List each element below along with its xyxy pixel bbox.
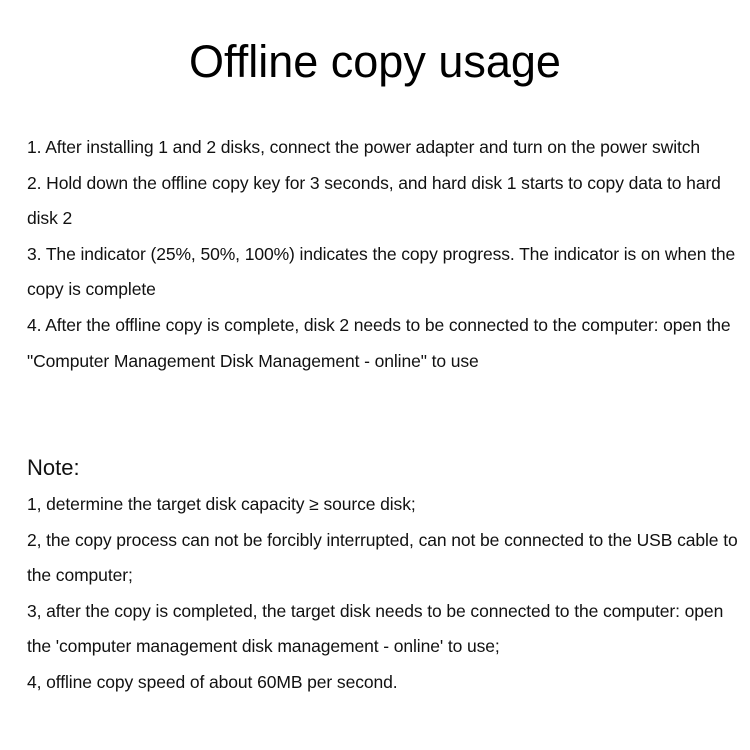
page-title: Offline copy usage	[189, 36, 561, 87]
usage-step-4: 4. After the offline copy is complete, disk 2 needs to be connected to the computer: open the "Computer Management Disk Management - online" to use	[27, 314, 731, 371]
note-item-4: 4, offline copy speed of about 60MB per second.	[27, 671, 398, 692]
note-item-3: 3, after the copy is completed, the target disk needs to be connected to the computer: open the 'computer management disk management - online' to use;	[27, 600, 724, 657]
usage-steps-list	[27, 130, 742, 379]
usage-step-3: 3. The indicator (25%, 50%, 100%) indicates the copy progress. The indicator is on when the copy is complete	[27, 243, 736, 300]
note-item-2: 2, the copy process can not be forcibly interrupted, can not be connected to the USB cable to the computer;	[27, 529, 738, 586]
notes-list	[27, 487, 742, 701]
note-item-1: 1, determine the target disk capacity ≥ source disk;	[27, 494, 416, 514]
usage-step-1: 1. After installing 1 and 2 disks, connect the power adapter and turn on the power switch	[27, 137, 701, 157]
note-heading: Note:	[27, 455, 80, 480]
usage-step-2: 2. Hold down the offline copy key for 3 seconds, and hard disk 1 starts to copy data to hard disk 2	[27, 172, 721, 229]
